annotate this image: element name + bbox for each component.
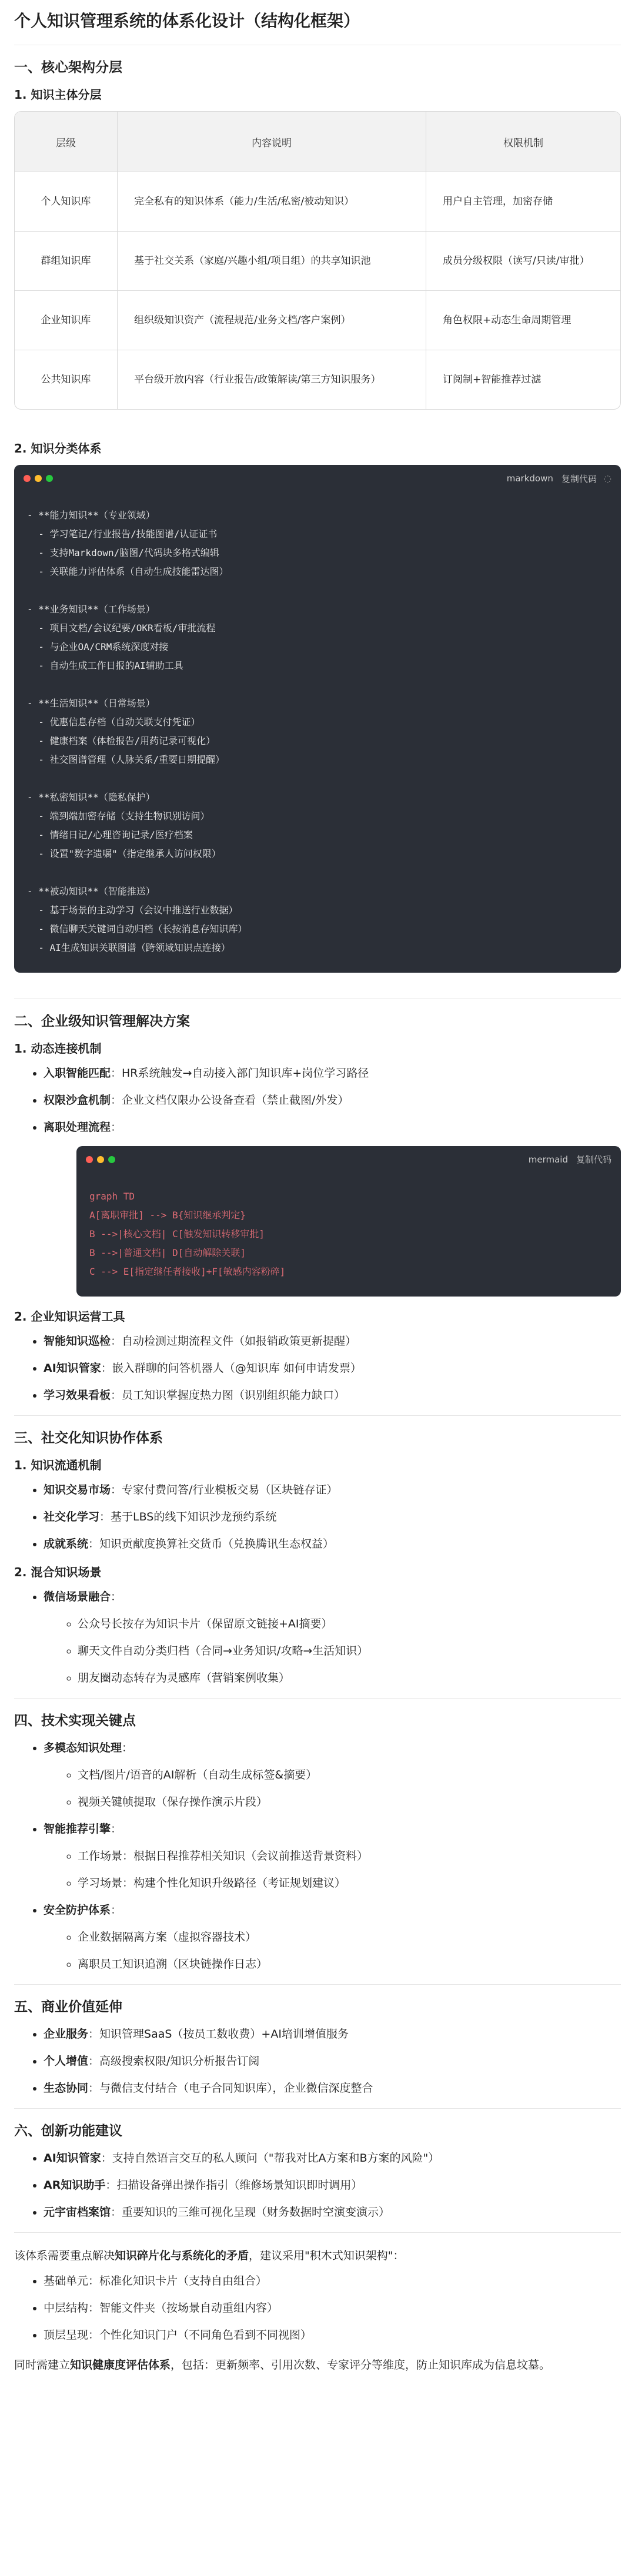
markdown-code-block [14,465,621,973]
divider [14,1984,621,1985]
code-body [76,1173,621,1297]
code-line: - 健康档案（体检报告/用药记录可视化） [27,735,216,746]
table-cell: 基于社交关系（家庭/兴趣小组/项目组）的共享知识池 [118,232,426,291]
code-header [76,1146,621,1173]
code-line [27,581,608,600]
list-item: ◦ 工作场景：根据日程推荐相关知识（会议前推送背景资料） [78,1848,621,1864]
code-line: - 微信聊天关键词自动归档（长按消息存知识库） [27,923,248,934]
table-cell: 公共知识库 [15,350,118,410]
code-line: - 情绪日记/心理咨询记录/医疗档案 [27,829,193,840]
table-cell: 订阅制+智能推荐过滤 [443,374,542,386]
divider [14,1698,621,1699]
code-line: - **被动知识**（智能推送） [27,886,155,897]
table-header: 内容说明 [118,112,426,172]
code-line: - 优惠信息存档（自动关联支付凭证） [27,716,200,728]
bullet-list [14,2026,621,2096]
list-item: ◦ 企业数据隔离方案（虚拟容器技术） [78,1929,621,1945]
section-heading: 四、技术实现关键点 [14,1713,136,1729]
table-cell: 成员分级权限（读写/只读/审批） [426,232,621,291]
window-dots-icon [86,1151,119,1168]
subsection-heading: 1. 知识流通机制 [14,1458,102,1472]
code-line: - AI生成知识关联图谱（跨领域知识点连接） [27,942,230,953]
table-cell: 个人知识库 [15,172,118,232]
subsection-heading: 2. 企业知识运营工具 [14,1309,125,1324]
list-item: ◦ 聊天文件自动分类归档（合同→业务知识/攻略→生活知识） [78,1643,621,1659]
subsection-heading: 2. 混合知识场景 [14,1565,102,1579]
list-item: • 基础单元：标准化知识卡片（支持自由组合） [44,2273,621,2289]
list-item: • 顶层呈现：个性化知识门户（不同角色看到不同视图） [44,2327,621,2343]
list-item: • 智能推荐引擎： ◦ 工作场景：根据日程推荐相关知识（会议前推送背景资料） ◦ 学习场景：构建个性化知识升级路径（考证规划建议） [44,1821,621,1891]
bullet-list [14,1065,621,1297]
bullet-list [14,1589,621,1686]
subsection-heading: 2. 知识分类体系 [14,441,102,455]
list-item: ◦ 朋友圈动态转存为灵感库（营销案例收集） [78,1670,621,1686]
summary-paragraph: 该体系需要重点解决知识碎片化与系统化的矛盾，建议采用"积木式知识架构"： [14,2249,405,2262]
list-item: • 个人增值：高级搜索权限/知识分析报告订阅 [44,2053,621,2069]
table-cell: 平台级开放内容（行业报告/政策解读/第三方知识服务） [118,350,426,410]
code-line: B -->|核心文档| C[触发知识转移审批] [89,1228,265,1240]
list-item: • 元宇宙档案馆：重要知识的三维可视化呈现（财务数据时空演变演示） [44,2204,621,2220]
bullet-list [14,1482,621,1552]
code-line: - 学习笔记/行业报告/技能图谱/认证证书 [27,528,218,540]
list-item: ◦ 文档/图片/语音的AI解析（自动生成标签&摘要） [78,1767,621,1783]
code-line: - 基于场景的主动学习（会议中推送行业数据） [27,905,238,916]
list-item: • AR知识助手：扫描设备弹出操作指引（维修场景知识即时调用） [44,2177,621,2193]
table-row [15,350,620,410]
list-item: • 权限沙盒机制：企业文档仅限办公设备查看（禁止截图/外发） [44,1092,621,1108]
list-item: • AI知识管家：嵌入群聊的问答机器人（@知识库 如何申请发票） [44,1360,621,1376]
window-dots-icon [24,473,57,484]
code-header [14,465,621,492]
list-item: • AI知识管家：支持自然语言交互的私人顾问（"帮我对比A方案和B方案的风险"） [44,2150,621,2166]
code-language-label: markdown [506,473,553,484]
table-header: 权限机制 [426,112,621,172]
code-line [27,769,608,788]
table-header: 层级 [15,112,118,172]
bullet-list [14,1333,621,1403]
code-line: graph TD [89,1191,135,1202]
section-heading: 五、商业价值延伸 [14,1999,122,2015]
code-line: - 项目文档/会议纪要/OKR看板/审批流程 [27,622,216,634]
list-item: • 生态协同：与微信支付结合（电子合同知识库），企业微信深度整合 [44,2080,621,2096]
list-item: • 成就系统：知识贡献度换算社交货币（兑换腾讯生态权益） [44,1536,621,1552]
code-line: - 支持Markdown/脑图/代码块多格式编辑 [27,547,219,558]
knowledge-layer-table [14,111,621,410]
mermaid-code-block [76,1146,621,1297]
list-item: ◦ 学习场景：构建个性化知识升级路径（考证规划建议） [78,1875,621,1891]
code-line: - 端到端加密存储（支持生物识别访问） [27,810,210,822]
code-line: - 关联能力评估体系（自动生成技能雷达图） [27,566,229,577]
code-line: - 与企业OA/CRM系统深度对接 [27,641,169,652]
table-row [15,291,620,350]
code-line: - 自动生成工作日报的AI辅助工具 [27,660,183,671]
nested-list [44,1929,621,1972]
code-line: A[离职审批] --> B{知识继承判定} [89,1210,246,1221]
list-item: • 智能知识巡检：自动检测过期流程文件（如报销政策更新提醒） [44,1333,621,1349]
table-cell: 完全私有的知识体系（能力/生活/私密/被动知识） [118,172,426,232]
list-item: • 离职处理流程： mermaid 复制代码 graph TD A[离职审批] --> B{知识继承判定} B -->|核心文档| C[触发知识转移审批] B -->|普通文档| D[自动解除关联] C --> E[指定继任者接收]+F[敏感内容粉碎] [44,1119,621,1297]
bullet-list [14,2273,621,2343]
list-item: • 中层结构：智能文件夹（按场景自动重组内容） [44,2300,621,2316]
list-item: • 知识交易市场：专家付费问答/行业模板交易（区块链存证） [44,1482,621,1498]
divider [14,2108,621,2109]
section-heading: 六、创新功能建议 [14,2123,122,2139]
closing-paragraph: 同时需建立知识健康度评估体系，包括：更新频率、引用次数、专家评分等维度，防止知识库成为信息坟墓。 [14,2359,551,2371]
section-heading: 一、核心架构分层 [14,60,122,75]
code-line: - **私密知识**（隐私保护） [27,792,155,803]
nested-list [44,1767,621,1810]
divider [14,1415,621,1416]
list-item: • 安全防护体系： ◦ 企业数据隔离方案（虚拟容器技术） ◦ 离职员工知识追溯（区块链操作日志） [44,1902,621,1972]
list-item: • 学习效果看板：员工知识掌握度热力图（识别组织能力缺口） [44,1387,621,1403]
table-cell: 组织级知识资产（流程规范/业务文档/客户案例） [118,291,426,350]
collapse-icon[interactable]: ◌ [603,473,611,484]
code-line: - 设置"数字遗嘱"（指定继承人访问权限） [27,848,221,859]
nested-list [44,1848,621,1891]
list-item: • 微信场景融合： ◦ 公众号长按存为知识卡片（保留原文链接+AI摘要） ◦ 聊天文件自动分类归档（合同→业务知识/攻略→生活知识） ◦ 朋友圈动态转存为灵感库（营销案例收集） [44,1589,621,1686]
code-language-label: mermaid [528,1154,568,1165]
code-line: C --> E[指定继任者接收]+F[敏感内容粉碎] [89,1266,286,1277]
section-heading: 二、企业级知识管理解决方案 [14,1014,190,1029]
table-row [15,172,620,232]
code-line: - 社交图谱管理（人脉关系/重要日期提醒） [27,754,225,765]
table-cell: 用户自主管理，加密存储 [426,172,621,232]
page-title: 个人知识管理系统的体系化设计（结构化框架） [14,11,360,31]
bullet-list [14,2150,621,2220]
table-cell: 企业知识库 [15,291,118,350]
list-item: • 多模态知识处理： ◦ 文档/图片/语音的AI解析（自动生成标签&摘要） ◦ 视频关键帧提取（保存操作演示片段） [44,1740,621,1810]
list-item: ◦ 离职员工知识追溯（区块链操作日志） [78,1956,621,1972]
copy-code-button[interactable]: 复制代码 [561,473,597,484]
section-heading: 三、社交化知识协作体系 [14,1431,163,1446]
list-item: • 入职智能匹配：HR系统触发→自动接入部门知识库+岗位学习路径 [44,1065,621,1081]
code-line: B -->|普通文档| D[自动解除关联] [89,1247,246,1258]
table-cell: 角色权限+动态生命周期管理 [426,291,621,350]
divider [14,2232,621,2233]
code-line [27,863,608,882]
list-item: • 社交化学习：基于LBS的线下知识沙龙预约系统 [44,1509,621,1525]
table-row [15,232,620,291]
code-line: - **业务知识**（工作场景） [27,604,155,615]
list-item: ◦ 视频关键帧提取（保存操作演示片段） [78,1794,621,1810]
code-body [14,492,621,973]
copy-code-button[interactable]: 复制代码 [576,1154,611,1165]
code-line: - **生活知识**（日常场景） [27,698,155,709]
list-item: • 企业服务：知识管理SaaS（按员工数收费）+AI培训增值服务 [44,2026,621,2042]
subsection-heading: 1. 动态连接机制 [14,1041,102,1056]
bullet-list [14,1740,621,1972]
nested-list [44,1616,621,1686]
code-line: - **能力知识**（专业领域） [27,510,155,521]
list-item: ◦ 公众号长按存为知识卡片（保留原文链接+AI摘要） [78,1616,621,1632]
table-cell: 群组知识库 [15,232,118,291]
code-line [27,675,608,694]
subsection-heading: 1. 知识主体分层 [14,88,102,102]
